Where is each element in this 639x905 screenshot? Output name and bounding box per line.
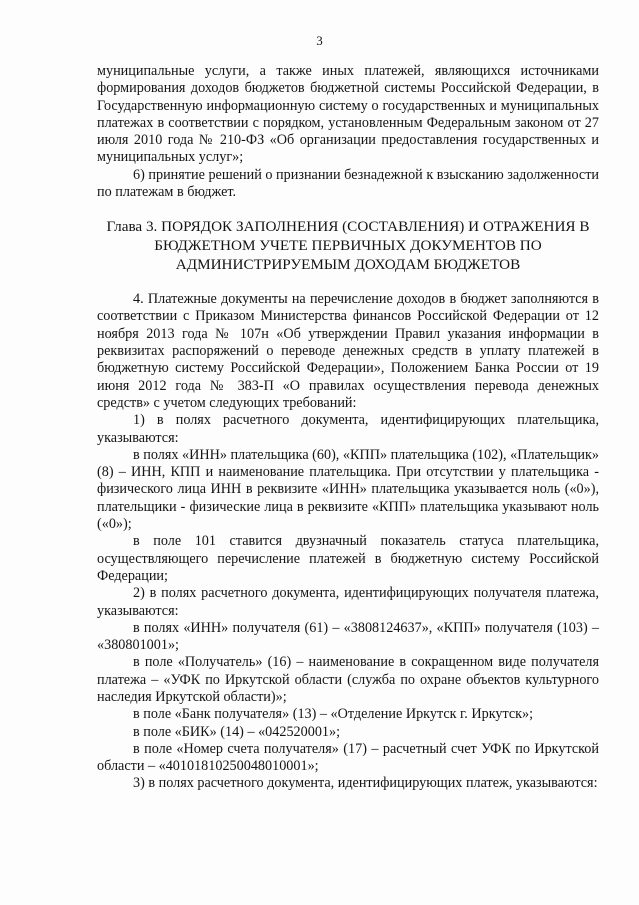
paragraph-recipient-bank: в поле «Банк получателя» (13) – «Отделение Иркутск г. Иркутск»; (133, 706, 534, 723)
paragraph-item-1: 1) в полях расчетного документа, идентифицирующих плательщика, указываются: (97, 412, 599, 446)
paragraph-payer-fields: в полях «ИНН» плательщика (60), «КПП» плательщика (102), «Плательщик» (8) – ИНН, КПП и наименование плательщика. При отсутствии у плательщика - физического лица ИНН в реквизите «ИНН» плательщика указывается ноль («0»), плательщики - физические лица в реквизите «КПП» плательщика указывают ноль («0»); (97, 446, 599, 533)
paragraph-item-6: 6) принятие решений о признании безнадежной к взысканию задолженности по платежам в бюджет. (97, 166, 599, 201)
paragraph-bik: в поле «БИК» (14) – «042520001»; (133, 723, 341, 740)
paragraph-account-number: в поле «Номер счета получателя» (17) – расчетный счет УФК по Иркутской области – «40101810250048010001»; (97, 740, 599, 775)
paragraph-field-101: в поле 101 ставится двузначный показатель статуса плательщика, осуществляющего перечисление платежей в бюджетную систему Российской Федерации; (97, 533, 599, 584)
paragraph-item-2: 2) в полях расчетного документа, идентифицирующих получателя платежа, указываются: (97, 585, 599, 619)
chapter-heading: Глава 3. ПОРЯДОК ЗАПОЛНЕНИЯ (СОСТАВЛЕНИЯ) И ОТРАЖЕНИЯ В БЮДЖЕТНОМ УЧЕТЕ ПЕРВИЧНЫХ ДОКУМЕНТОВ ПО АДМИНИСТРИРУЕМЫМ ДОХОДАМ БЮДЖЕТОВ (106, 218, 590, 273)
paragraph-item-3: 3) в полях расчетного документа, идентифицирующих платеж, указываются: (133, 775, 598, 792)
paragraph-recipient-inn-kpp: в полях «ИНН» получателя (61) – «3808124637», «КПП» получателя (103) – «380801001»; (97, 619, 599, 654)
paragraph-continued: муниципальные услуги, а также иных платежей, являющихся источниками формирования доходов бюджетов бюджетной системы Российской Федерации, в Государственную информационную систему о государственных и муниципальных платежах в соответствии с порядком, установленным Федеральным законом от 27 июля 2010 года № 210-ФЗ «Об организации предоставления государственных и муниципальных услуг»; (97, 63, 599, 166)
document-body (97, 63, 599, 793)
paragraph-section-4: 4. Платежные документы на перечисление доходов в бюджет заполняются в соответствии с Приказом Министерства финансов Российской Федерации от 12 ноября 2013 года № 107н «Об утверждении Правил указания информации в реквизитах распоряжений о переводе денежных средств в уплату платежей в бюджетную систему Российской Федерации», Положением Банка России от 19 июня 2012 года № 383-П «О правилах осуществления перевода денежных средств» с учетом следующих требований: (97, 291, 599, 411)
paragraph-recipient-name: в поле «Получатель» (16) – наименование в сокращенном виде получателя платежа – «УФК по Иркутской области (служба по охране объектов культурного наследия Иркутской области)»; (97, 654, 599, 705)
page-number: 3 (316, 33, 323, 48)
